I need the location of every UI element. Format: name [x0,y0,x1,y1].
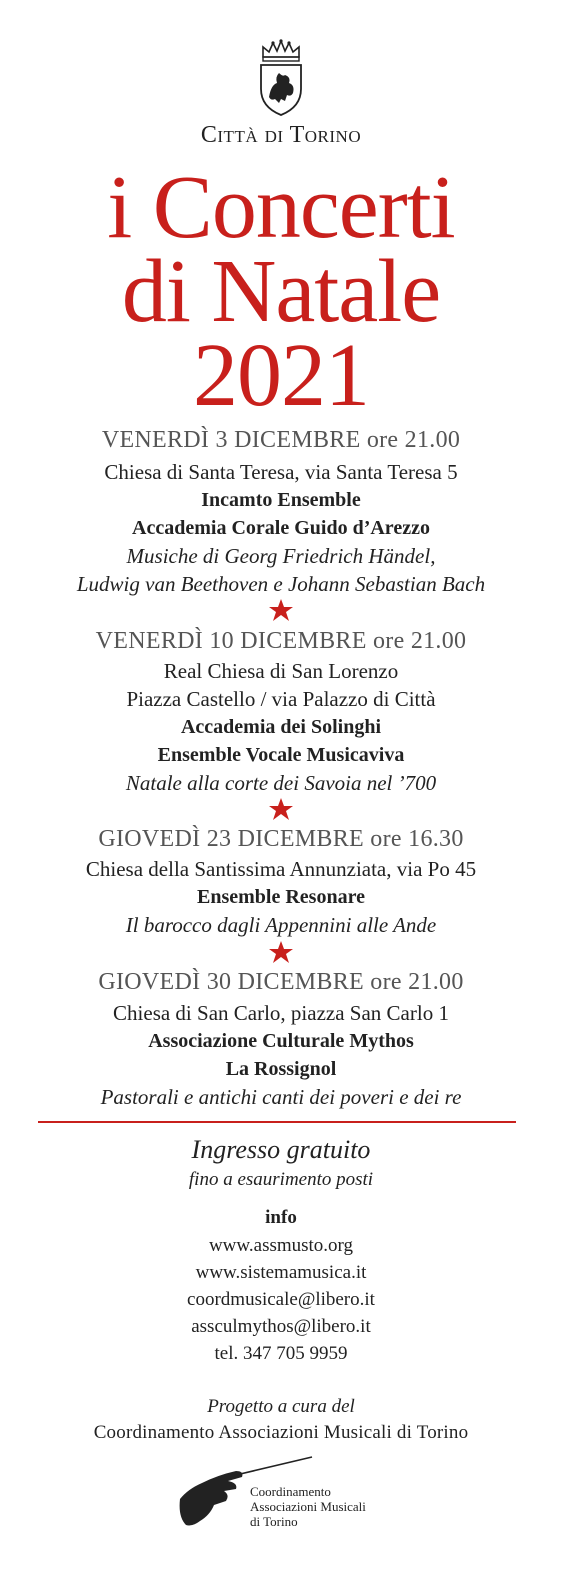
concert-program: Musiche di Georg Friedrich Händel, [126,544,436,568]
info-label: info [265,1207,297,1228]
concert-ensemble: Ensemble Resonare [197,886,365,908]
logo-text-line: Coordinamento [250,1484,331,1499]
concert-ensemble: Accademia Corale Guido d’Arezzo [132,517,430,539]
logo-text-line: di Torino [250,1514,298,1529]
contact-website: www.assmusto.org [208,1235,354,1256]
star-icon [268,940,294,966]
city-name: Città di Torino [200,122,362,148]
title-line-3: 2021 [193,326,369,425]
concert-program: Il barocco dagli Appennini alle Ande [125,913,437,937]
concert-ensemble: La Rossignol [225,1058,337,1080]
concert-date: VENERDÌ 10 DICEMBRE ore 21.00 [95,628,467,654]
contact-email: coordmusicale@libero.it [187,1289,375,1310]
concert-date: GIOVEDÌ 30 DICEMBRE ore 21.00 [98,969,464,995]
divider [38,1121,516,1123]
concert-program: Pastorali e antichi canti dei poveri e dei re [100,1085,462,1109]
logo-text-line: Associazioni Musicali [250,1499,366,1514]
torino-crest-icon [257,37,305,117]
free-entry: Ingresso gratuito [191,1135,371,1164]
concert-place: Chiesa della Santissima Annunziata, via Po 45 [85,857,477,881]
project-org: Coordinamento Associazioni Musicali di Torino [93,1422,469,1443]
contact-website: www.sistemamusica.it [195,1262,367,1283]
concert-date: VENERDÌ 3 DICEMBRE ore 21.00 [101,427,461,453]
contact-email: assculmythos@libero.it [191,1316,371,1337]
title-line-2: di Natale [121,242,441,341]
concert-ensemble: Ensemble Vocale Musicaviva [157,744,405,766]
concert-place: Chiesa di Santa Teresa, via Santa Teresa 5 [104,460,458,484]
star-icon [268,797,294,823]
concert-ensemble: Associazione Culturale Mythos [148,1030,414,1052]
concert-program: Ludwig van Beethoven e Johann Sebastian Bach [76,572,486,596]
concert-ensemble: Accademia dei Solinghi [180,716,381,738]
project-label: Progetto a cura del [207,1396,355,1417]
concert-date: GIOVEDÌ 23 DICEMBRE ore 16.30 [98,826,464,852]
star-icon [268,598,294,624]
concert-place: Real Chiesa di San Lorenzo [163,659,399,683]
title-line-1: i Concerti [107,158,455,257]
free-entry-note: fino a esaurimento posti [188,1169,374,1190]
concert-place: Piazza Castello / via Palazzo di Città [126,687,436,711]
contact-phone: tel. 347 705 9959 [214,1343,348,1364]
concert-ensemble: Incamto Ensemble [201,489,361,511]
concert-place: Chiesa di San Carlo, piazza San Carlo 1 [113,1001,449,1025]
concert-program: Natale alla corte dei Savoia nel ’700 [125,771,437,795]
